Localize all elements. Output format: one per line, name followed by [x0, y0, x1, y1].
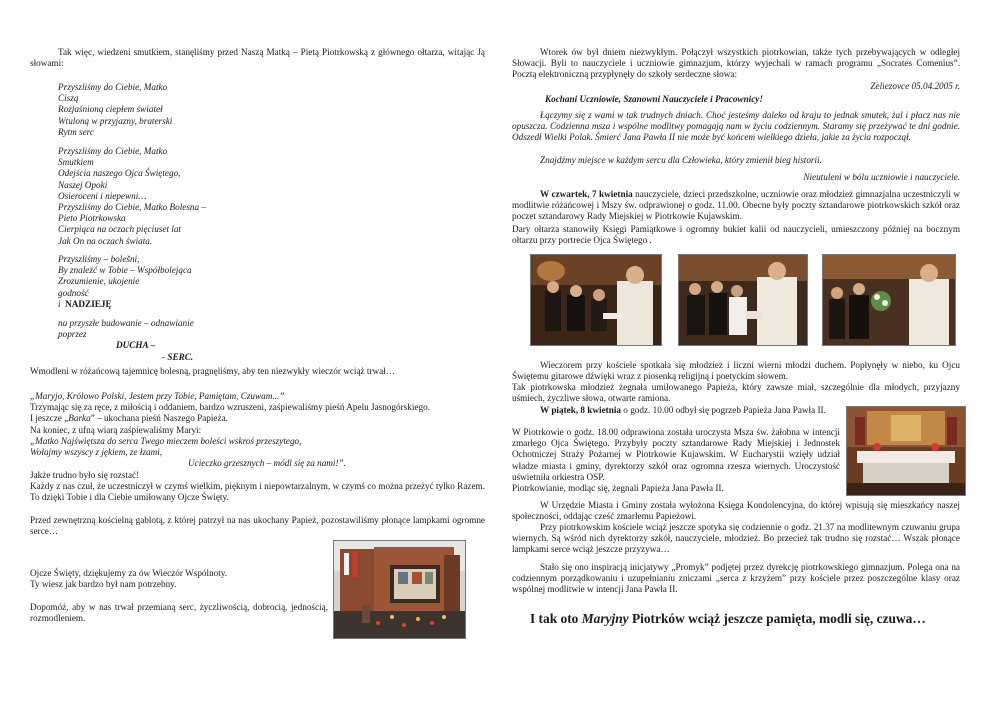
vitrine-paragraph: Przed zewnętrzną kościelną gablotą, z której patrzył na nas ukochany Papież, pozostawiliśmy płonące lampkami ogromne serce…: [30, 515, 485, 537]
poem-line: By znaleźć w Tobie – Współbolejąca: [58, 265, 192, 276]
poem-line: Smutkiem: [58, 157, 94, 168]
poem-line: Zrozumienie, ukojenie: [58, 276, 140, 287]
friday-date: W piątek, 8 kwietnia: [540, 405, 621, 415]
poem-word-ducha: DUCHA –: [116, 340, 156, 351]
poem-line: Wtuloną w przyjazny, braterski: [58, 115, 173, 126]
rosary-paragraph: Wmodleni w różańcową tajemnicę bolesną, pragnęliśmy, aby ten niezwykły wieczór wciąż trwał…: [30, 366, 395, 376]
altar-photo: [846, 406, 966, 496]
hymn-line: „Matko Najświętsza do serca Twego mieczem boleści wskroś przeszytego,: [30, 435, 302, 446]
poem-line: Cierpiąca na oczach pięciuset lat: [58, 224, 181, 235]
hymn-line: Ucieczko grzesznych – módl się za nami!”.: [188, 458, 346, 469]
poem-line: na przyszłe budowanie – odnawianie: [58, 318, 194, 328]
thursday-paragraph: [512, 189, 960, 223]
evening-paragraph: Wieczorem przy kościele spotkała się młodzież i liczni wierni młodzi duchem. Popłynęły w niebo, ku Ojcu Świętemu gitarowe dźwięki wraz z piosenką religijną i poetyckim słowem.: [512, 360, 960, 382]
tuesday-paragraph: Wtorek ów był dniem niezwykłym. Połączył wszystkich piotrkowian, także tych przebywających w odległej Słowacji. Byli to nauczyciele i uczniowie gimnazjum, którzy wyjechali w ramach programu „Socrates Comenius”. Pocztą elektroniczną przypłynęły do szkoły serdeczne słowa:: [512, 47, 960, 80]
condolence-paragraph: W Urzędzie Miasta i Gminy została wyłożona Księga Kondolencyjna, do której wpisują się mieszkańcy naszej społeczności, oddając cześć zmarłemu Papieżowi.: [512, 500, 960, 522]
letter-body-2: Znajdźmy miejsce w każdym sercu dla Człowieka, który zmienił bieg historii.: [540, 155, 822, 165]
mass-photo-1: [530, 254, 662, 346]
poem-line: godność: [58, 287, 89, 298]
poem-line: Naszej Opoki: [58, 179, 108, 190]
text-span: nauczyciele, dzieci przedszkolne, uczniowie oraz młodzież gimnazjalna uczestniczyli w modlitwie różańcowej i Mszy św. odprawionej o godz. 11.00. Obecne były poczty sztandarowe piotrkowskich szkół oraz poczet sztandarowy Rady Miejskiej w Piotrkowie Kujawskim.: [512, 189, 960, 222]
closing-headline: [530, 611, 960, 627]
mass-photo-1-image: [531, 255, 661, 345]
poem-line: [58, 340, 298, 351]
hope-word: NADZIEJĘ: [65, 298, 112, 309]
poem-line: Przyszliśmy do Ciebie, Matko Bolesna –: [58, 201, 207, 212]
mass-photo-2: [678, 254, 808, 346]
poem-line: Przyszliśmy do Ciebie, Matko: [58, 146, 168, 156]
apel-line: Trzymając się za ręce, z miłością i oddaniem, bardzo wzruszeni, zaśpiewaliśmy pieśń Apelu Jasnogórskiego.: [30, 402, 430, 413]
text-span: Piotrków wciąż jeszcze pamięta, modli się, czuwa…: [628, 611, 926, 626]
apel-block: [30, 391, 485, 469]
help-paragraph: Dopomóż, aby w nas trwał przemianą serc, życzliwością, dobrocią, jednością, rozmodleniem.: [30, 602, 328, 624]
song-title: Barka: [68, 413, 91, 424]
poem-line: Przyszliśmy – bolešni,: [58, 254, 140, 264]
vigil-paragraph: Przy piotrkowskim kościele wciąż jeszcze spotyka się codziennie o godz. 21.37 na modlitewnym czuwaniu grupa wiernych. Są wśród nich dyrektorzy szkół, nauczyciele, młodzież. Bo przecież tak trudno się rozstać… Wszak płonące lampkami serce wciąż jeszcze przyzywa…: [512, 522, 960, 555]
farewell-paragraph: Tak piotrkowska młodzież żegnała umiłowanego Papieża, który zawsze miał, szczególnie dla młodych, przyjazny uśmiech, życzliwe słowa, otwarte ramiona.: [512, 382, 960, 404]
poem-stanza-3: [58, 254, 298, 310]
poem-line: [58, 299, 298, 310]
thanks-line: Ojcze Święty, dziękujemy za ów Wieczór Wspólnoty.: [30, 568, 228, 578]
apel-line: [30, 413, 485, 424]
poem-word: i: [58, 298, 61, 309]
intro-paragraph: Tak więc, wiedzeni smutkiem, stanęliśmy przed Naszą Matką – Pietą Piotrkowską z głównego ołtarza, witając Ją słowami:: [30, 47, 485, 69]
poem-line: Jak On na oczach świata.: [58, 235, 153, 246]
altar-photo-image: [847, 407, 965, 495]
church-vitrine-image: [334, 541, 465, 638]
mass-photo-3: [822, 254, 956, 346]
parting-line: Jakże trudno było się rozstać!: [30, 470, 140, 480]
mass-photo-2-image: [679, 255, 807, 345]
friday-closing: Piotrkowianie, modląc się, żegnali Papieża Jana Pawła II.: [512, 483, 724, 493]
text-span: I jeszcze „: [30, 413, 69, 424]
mass-photo-3-image: [823, 255, 955, 345]
parting-block: [30, 470, 485, 504]
text-span: I tak oto: [530, 611, 582, 626]
poem-line: [58, 352, 298, 363]
church-vitrine-photo: [333, 540, 466, 639]
thanks-line: Ty wiesz jak bardzo był nam potrzebny.: [30, 579, 177, 590]
poem-line: Rytm serc: [58, 126, 94, 137]
poem-line: Rozjaśnioną ciepłem świateł: [58, 104, 163, 115]
poem-line: Ciszą: [58, 93, 79, 104]
hymn-line: Wołajmy wszyscy z jękiem, ze łzami,: [30, 447, 163, 458]
text-span: ” – ukochana pieśń Naszego Papieża.: [90, 413, 228, 424]
apel-quote: „Maryjo, Królowo Polski, Jestem przy Tobie, Pamiętam, Czuwam...”: [30, 391, 285, 401]
parting-paragraph: Każdy z nas czuł, że uczestniczył w czymś wielkim, pięknym i niepowtarzalnym, w czymś co można przeżyć tylko Razem. To dzięki Tobie i dla Ciebie umiłowany Ojcze Święty.: [30, 481, 485, 503]
thursday-date: W czwartek, 7 kwietnia: [540, 189, 633, 199]
poem-line: Pieto Piotrkowska: [58, 213, 126, 224]
poem-line: Odejścia naszego Ojca Świętego,: [58, 168, 181, 179]
poem-stanza-4: [58, 318, 298, 363]
letter-signature: Nieutuleni w bólu uczniowie i nauczyciele.: [803, 172, 960, 182]
closing-italic-word: Maryjny: [581, 611, 629, 626]
friday-paragraph: [512, 405, 840, 416]
apel-line: Na koniec, z ufną wiarą zaśpiewaliśmy Maryi:: [30, 424, 202, 435]
poem-stanza-2: [58, 146, 298, 247]
thanks-block: [30, 568, 330, 590]
poem-word-serc: - SERC.: [162, 351, 194, 362]
poem-line: Osieroceni i niepewni…: [58, 190, 147, 201]
text-span: o godz. 10.00 odbył się pogrzeb Papieża Jana Pawła II.: [621, 405, 826, 415]
friday-mass-paragraph: W Piotrkowie o godz. 18.00 odprawiona została uroczysta Msza św. żałobna w intencji zmarłego Ojca Świętego. Przybyły poczty sztandarowe Rady Miejskiej i Jednostek Ochotniczej Straży Pożarnej w Piotrkowie Kujawskim. W Eucharystii wzięły udział władze miasta i gminy, dyrektorzy szkół oraz ogromna rzesza wiernych. Uroczystość uświetniła orkiestra OSP.: [512, 427, 840, 482]
thursday-paragraph-2: Dary ołtarza stanowiły Księgi Pamiątkowe i ogromny bukiet kalii od nauczycieli, umieszczony później na bocznym ołtarzu przy portrecie Ojca Świętego .: [512, 224, 960, 246]
poem-line: Przyszliśmy do Ciebie, Matko: [58, 82, 168, 92]
letter-greeting: Kochani Uczniowie, Szanowni Nauczyciele i Pracownicy!: [545, 94, 763, 104]
promyk-paragraph: Stało się ono inspiracją inicjatywy „Promyk” podjętej przez dyrekcję piotrkowskiego gimnazjum. Polega ona na codziennym porządkowaniu i uzupełnianiu zniczami „serca z krzyżem” przy kościele przez poszczególne klasy oraz wspólnej modlitwie w intencji Jana Pawła II.: [512, 562, 960, 595]
poem-line: poprzez: [58, 329, 87, 340]
place-date: Zeliezovce 05.04.2005 r.: [870, 81, 960, 91]
letter-body: Łączymy się z wami w tak trudnych dniach. Choć jesteśmy daleko od kraju to jednak smutek, żal i płacz nas nie opuszcza. Codzienna msza i wspólne modlitwy pomagają nam w życiu codziennym. Staramy się przeżywać te dni godnie. Odszedł Wielki Polak. Śmierć Jana Pawła II nie może być końcem wielkiego dzieła, jakie za życia rozpoczął.: [512, 110, 960, 143]
poem-stanza-1: [58, 82, 298, 138]
